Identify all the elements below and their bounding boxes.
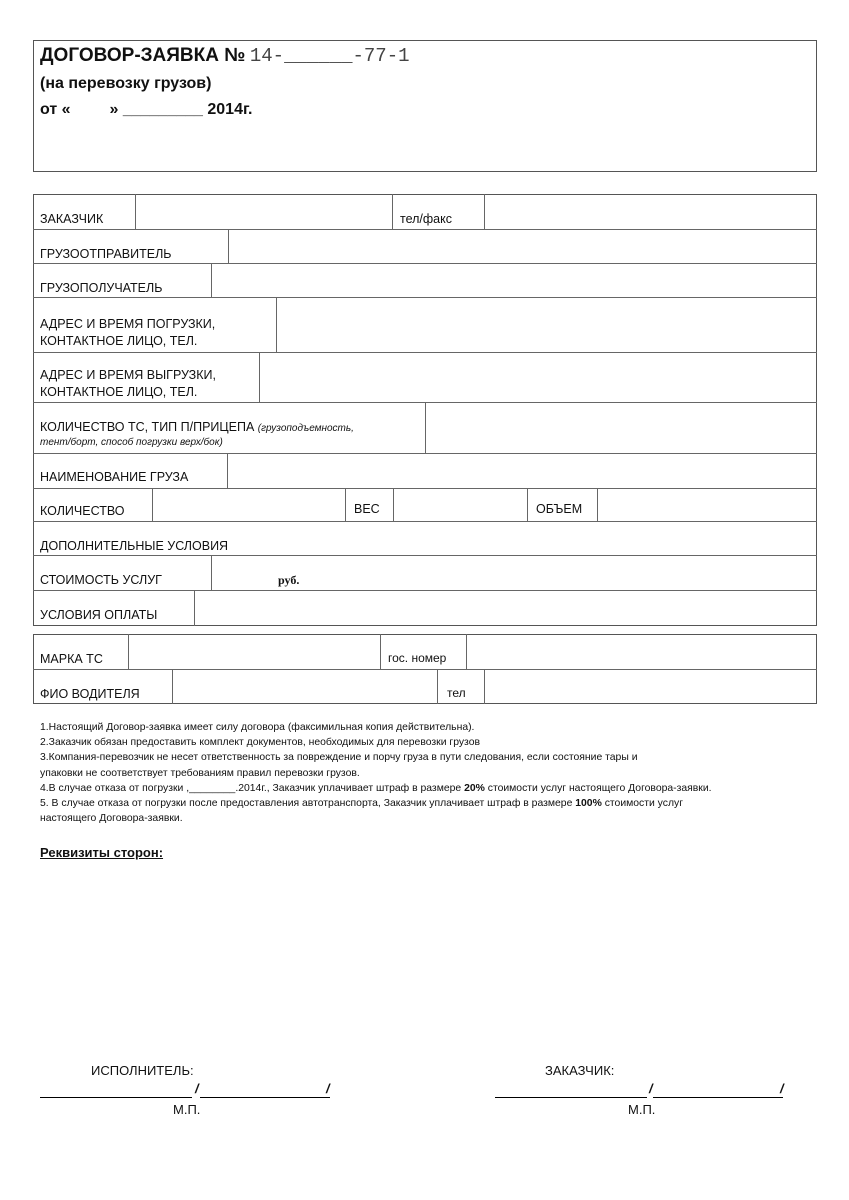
driver-name-label: ФИО ВОДИТЕЛЯ [40,687,140,701]
customer-slash-2: / [780,1081,784,1096]
loading-address-field[interactable] [277,298,816,352]
loading-address-label-line1: АДРЕС И ВРЕМЯ ПОГРУЗКИ, [40,317,216,331]
vehicles-hint-1: (грузоподъемность, [257,423,354,434]
date-prefix: от « [40,101,71,118]
term-5-penalty: 100% [575,798,602,810]
volume-field[interactable] [598,489,816,521]
term-2: 2.Заказчик обязан предоставить комплект документов, необходимых для перевозки грузов [40,737,480,749]
driver-tel-label: тел [447,686,466,700]
executor-slash-2: / [326,1081,330,1096]
term-4 [40,781,830,796]
consignee-field[interactable] [212,264,816,297]
weight-label: ВЕС [354,502,380,516]
contract-number[interactable]: 14-______-77-1 [249,45,410,67]
executor-stamp: М.П. [173,1102,201,1117]
term-4-penalty: 20% [464,782,485,794]
vehicle-brand-field[interactable] [129,635,380,669]
executor-signature-line[interactable] [40,1097,192,1098]
cargo-name-label: НАИМЕНОВАНИЕ ГРУЗА [40,470,189,484]
date-month-field[interactable]: _________ [122,101,203,118]
col-divider [437,669,438,704]
quantity-field[interactable] [153,489,345,521]
col-divider [392,194,393,229]
payment-terms-field[interactable] [195,591,816,626]
payment-terms-label: УСЛОВИЯ ОПЛАТЫ [40,608,158,622]
shipper-field[interactable] [229,230,816,263]
unloading-address-label-line1: АДРЕС И ВРЕМЯ ВЫГРУЗКИ, [40,368,216,382]
executor-label: ИСПОЛНИТЕЛЬ: [91,1063,194,1078]
customer-stamp: М.П. [628,1102,656,1117]
term-5-text: 5. В случае отказа от погрузки после предоставления автотранспорта, Заказчик уплачивает штраф в размере [40,798,576,810]
extra-conditions-label: ДОПОЛНИТЕЛЬНЫЕ УСЛОВИЯ [40,539,229,553]
term-4-text-end: стоимости услуг настоящего Договора-заявки. [484,782,712,794]
vehicles-hint-2: тент/борт, способ погрузки верх/бок) [40,437,223,448]
plate-number-label: гос. номер [388,651,447,665]
cost-currency: руб. [278,573,300,587]
unloading-address-label-line2: КОНТАКТНОЕ ЛИЦО, ТЕЛ. [40,385,198,399]
customer-tel-fax-field[interactable] [485,195,816,229]
executor-slash-1: / [195,1081,199,1096]
requisites-heading: Реквизиты сторон: [40,845,164,860]
col-divider [527,488,528,521]
contract-title-text: ДОГОВОР-ЗАЯВКА № [40,45,246,66]
consignee-label: ГРУЗОПОЛУЧАТЕЛЬ [40,281,163,295]
customer-slash-1: / [649,1081,653,1096]
term-5 [40,796,830,811]
date-mid: » [109,101,119,118]
vehicles-label-text: КОЛИЧЕСТВО ТС, ТИП П/ПРИЦЕПА [40,420,255,434]
cost-label: СТОИМОСТЬ УСЛУГ [40,573,162,587]
volume-label: ОБЪЕМ [536,502,583,516]
contract-date [40,101,252,119]
term-3a: 3.Компания-перевозчик не несет ответственность за повреждение и порчу груза в пути следования, если состояние тары и [40,752,638,764]
customer-label: ЗАКАЗЧИК [40,212,104,226]
col-divider [345,488,346,521]
customer-field[interactable] [136,195,392,229]
term-4-text: 4.В случае отказа от погрузки ,________.2014г., Заказчик уплачивает штраф в размере [40,782,465,794]
weight-field[interactable] [394,489,527,521]
shipper-label: ГРУЗООТПРАВИТЕЛЬ [40,247,172,261]
executor-name-line[interactable] [200,1097,330,1098]
tel-fax-label: тел/факс [400,212,452,226]
cargo-name-field[interactable] [228,454,816,488]
contract-subtitle: (на перевозку грузов) [40,75,212,92]
terms-list [40,720,830,826]
unloading-address-field[interactable] [260,353,816,402]
plate-number-field[interactable] [467,635,816,669]
customer-sign-label: ЗАКАЗЧИК: [545,1063,615,1078]
col-divider [380,634,381,669]
term-3b: упаковки не соответствует требованиям правил перевозки грузов. [40,767,360,779]
term-5-text-end: стоимости услуг [601,798,684,810]
vehicles-field[interactable] [426,403,816,453]
driver-name-field[interactable] [173,670,437,704]
date-year: 2014г. [207,101,253,118]
vehicle-brand-label: МАРКА ТС [40,652,103,666]
driver-tel-field[interactable] [485,670,816,704]
extra-conditions-field[interactable] [240,522,816,555]
cost-field[interactable] [212,556,816,590]
term-1: 1.Настоящий Договор-заявка имеет силу договора (факсимильная копия действительна). [40,722,475,733]
customer-name-line[interactable] [653,1097,783,1098]
contract-title [40,45,410,67]
term-5b: настоящего Договора-заявки. [40,813,183,825]
quantity-label: КОЛИЧЕСТВО [40,504,125,518]
customer-signature-line[interactable] [495,1097,647,1098]
loading-address-label-line2: КОНТАКТНОЕ ЛИЦО, ТЕЛ. [40,334,198,348]
